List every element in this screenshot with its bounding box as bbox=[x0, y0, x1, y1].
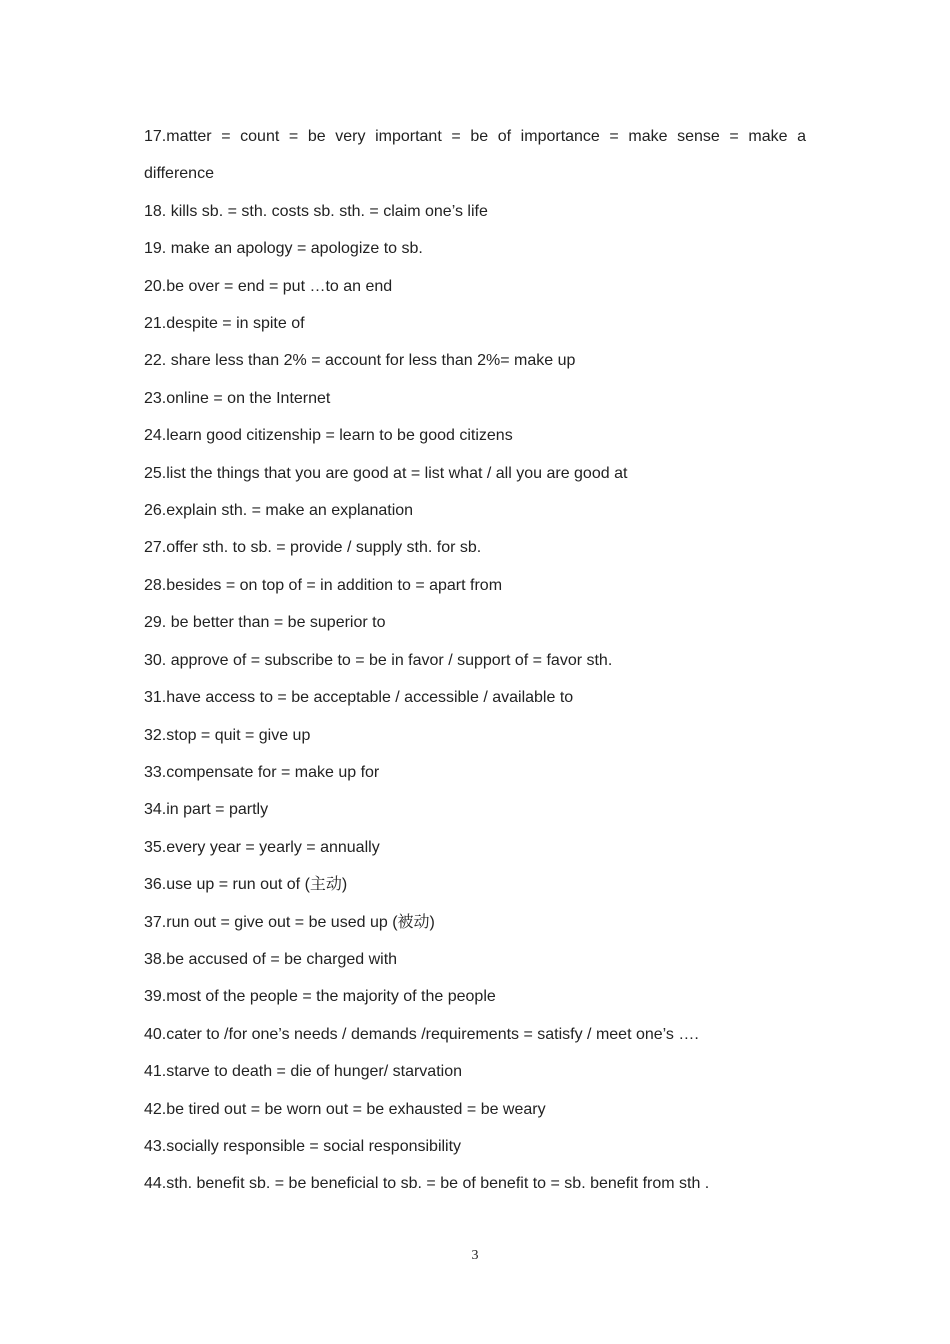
list-item: 41.starve to death = die of hunger/ starvation bbox=[144, 1063, 462, 1081]
list-item: 38.be accused of = be charged with bbox=[144, 950, 398, 968]
list-item: 23.online = on the Internet bbox=[144, 389, 331, 407]
list-item: 31.have access to = be acceptable / accessible / available to bbox=[144, 689, 574, 707]
list-item: 25.list the things that you are good at = list what / all you are good at bbox=[144, 464, 628, 482]
list-item: 19. make an apology = apologize to sb. bbox=[144, 240, 423, 258]
list-item-17-continued: difference bbox=[144, 165, 214, 183]
list-item: 43.socially responsible = social responsibility bbox=[144, 1137, 462, 1155]
list-item: 37.run out = give out = be used up (被动) bbox=[144, 913, 435, 931]
list-item: 40.cater to /for one’s needs / demands /requirements = satisfy / meet one’s …. bbox=[144, 1025, 699, 1043]
list-item: 18. kills sb. = sth. costs sb. sth. = claim one’s life bbox=[144, 202, 488, 220]
list-item: 35.every year = yearly = annually bbox=[144, 838, 380, 856]
list-item: 33.compensate for = make up for bbox=[144, 763, 380, 781]
list-item: 29. be better than = be superior to bbox=[144, 614, 386, 632]
list-item: 42.be tired out = be worn out = be exhausted = be weary bbox=[144, 1100, 546, 1118]
list-item: 21.despite = in spite of bbox=[144, 315, 305, 333]
list-item: 36.use up = run out of (主动) bbox=[144, 876, 348, 894]
list-item: 39.most of the people = the majority of the people bbox=[144, 988, 496, 1006]
list-item: 24.learn good citizenship = learn to be good citizens bbox=[144, 427, 513, 445]
list-item: 20.be over = end = put …to an end bbox=[144, 277, 393, 295]
list-item: 22. share less than 2% = account for less than 2%= make up bbox=[144, 352, 576, 370]
list-item: 27.offer sth. to sb. = provide / supply sth. for sb. bbox=[144, 539, 482, 557]
list-item: 34.in part = partly bbox=[144, 801, 269, 819]
list-item: 30. approve of = subscribe to = be in favor / support of = favor sth. bbox=[144, 651, 613, 669]
list-item: 44.sth. benefit sb. = be beneficial to sb. = be of benefit to = sb. benefit from sth . bbox=[144, 1175, 710, 1193]
list-item: 32.stop = quit = give up bbox=[144, 726, 311, 744]
page-number: 3 bbox=[471, 1248, 479, 1263]
list-item: 26.explain sth. = make an explanation bbox=[144, 502, 414, 520]
phrase-list bbox=[144, 118, 806, 1203]
list-item-17: 17.matter = count = be very important = be of importance = make sense = make a bbox=[144, 128, 806, 145]
list-item: 28.besides = on top of = in addition to = apart from bbox=[144, 576, 503, 594]
